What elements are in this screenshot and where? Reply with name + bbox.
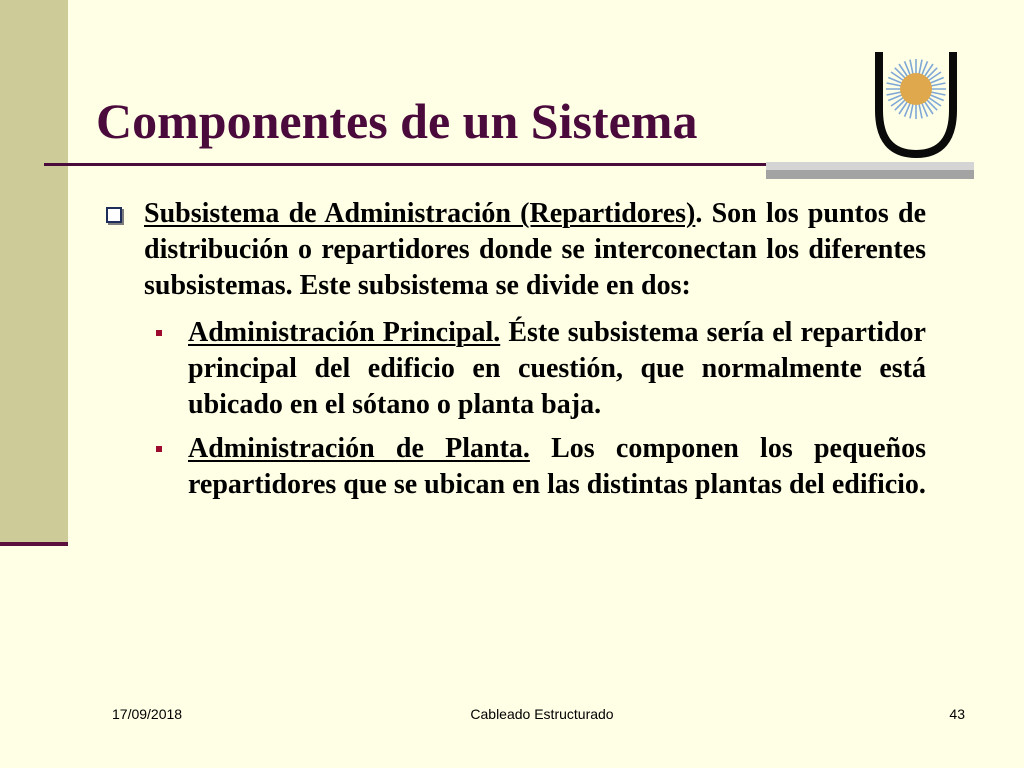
square-bullet-icon [156, 446, 162, 452]
title-grey-rule [766, 159, 974, 179]
sub-bullet-item [100, 315, 926, 423]
sun-disc [900, 73, 932, 105]
footer-title: Cableado Estructurado [470, 706, 614, 722]
footer-date: 17/09/2018 [112, 706, 183, 722]
side-accent-bar [0, 0, 68, 544]
slide-title: Componentes de un Sistema [96, 93, 698, 149]
bullet-item [100, 196, 926, 304]
square-bullet-icon [156, 330, 162, 336]
checkbox-bullet-icon [106, 207, 122, 223]
university-emblem-icon [870, 50, 962, 160]
sub-bullet-text: Los componen los pequeños repartidores que se ubican en las distintas plantas del edificio. [188, 433, 926, 500]
slide-body [100, 196, 926, 503]
bullet-heading: Subsistema de Administración (Repartidores) [144, 198, 696, 229]
sub-bullet-heading: Administración de Planta. [188, 433, 530, 464]
bullet-text: . Son los puntos de distribución o repartidores donde se interconectan los diferentes subsistemas. Este subsistema se divide en dos: [144, 198, 926, 301]
sub-bullet-heading: Administración Principal. [188, 317, 501, 348]
sub-bullet-text: Éste subsistema sería el repartidor principal del edificio en cuestión, que normalmente está ubicado en el sótano o planta baja. [188, 317, 926, 420]
footer-page-number: 43 [949, 706, 965, 722]
side-accent-rule [0, 542, 68, 546]
sub-bullet-item [100, 431, 926, 503]
